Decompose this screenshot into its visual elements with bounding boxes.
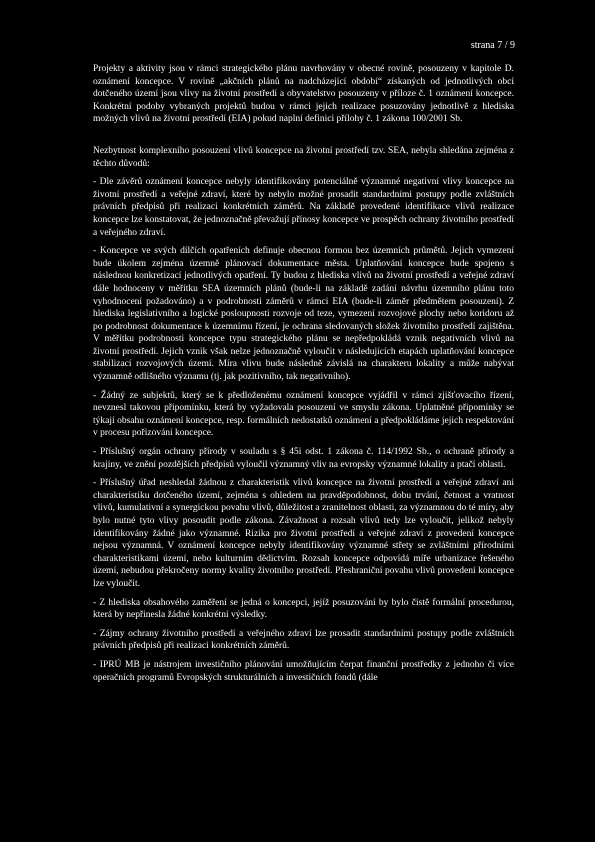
reasons-lead-paragraph: Nezbytnost komplexního posouzení vlivů koncepce na životní prostředí tzv. SEA, nebyla shledána zejména z těchto důvodů: [93, 145, 514, 169]
reason-paragraph-4: - Příslušný orgán ochrany přírody v souladu s § 45i odst. 1 zákona č. 114/1992 Sb., o ochraně přírody a krajiny, ve znění pozdějších předpisů vyloučil významný vliv na evropsky významné lokality a ptačí oblasti. [93, 447, 514, 470]
reason-paragraph-3: - Žádný ze subjektů, který se k předloženému oznámení koncepce vyjádřil v rámci zjišťovacího řízení, nevznesl takovou připomínku, která by vyžadovala posouzení ve smyslu zákona. Uplatněné připomínky se týkají obsahu oznámení koncepce, resp. formálních nedostatků oznámení a předpokládáme jejich respektování v procesu pořizování koncepce. [93, 390, 514, 439]
page-number: strana 7 / 9 [470, 40, 515, 51]
reason-paragraph-8: - IPRÚ MB je nástrojem investičního plánování umožňujícím čerpat finanční prostředky z jednoho či více operačních programů Evropských strukturálních a investičních fondů (dále [93, 659, 514, 683]
reason-paragraph-6: - Z hlediska obsahového zaměření se jedná o koncepci, jejíž posuzování by bylo čistě formální procedurou, která by nepřinesla žádné konkrétní výsledky. [93, 597, 514, 621]
intro-paragraph: Projekty a aktivity jsou v rámci strategického plánu navrhovány v obecné rovině, posouzeny v kapitole D. oznámení koncepce. V rovině „akčních plánů na nadcházející období“ získaných od jednotlivých obcí dotčeného území jsou vlivy na životní prostředí a obyvatelstvo posouzeny v příloze č. 1 oznámení koncepce. Konkrétní podoby vybraných projektů budou v rámci jejich realizace posuzovány jednotlivě z hlediska možných vlivů na životní prostředí (EIA) pokud naplní definici přílohy č. 1 zákona 100/2001 Sb. [93, 64, 514, 125]
reason-paragraph-7: - Zájmy ochrany životního prostředí a veřejného zdraví lze prosadit standardními postupy podle zvláštních právních předpisů při realizaci konkrétních záměrů. [93, 628, 514, 652]
reason-paragraph-2: - Koncepce ve svých dílčích opatřeních definuje obecnou formou bez územních průmětů. Jejich vymezení bude úkolem zejména územně plánovací dokumentace města. Uplatňování koncepce bude spojeno s následnou konkretizací jednotlivých opatření. Ty budou z hlediska vlivů na životní prostředí a veřejné zdraví dále hodnoceny v měřítku SEA územních plánů (bude-li na základě zadání návrhu územního plánu toto vyhodnocení požadováno) a v podrobnosti záměrů v rámci EIA (bude-li záměr předmětem posouzení). Z hlediska legislativního a logické posloupnosti rozvoje od teze, vymezení rozvojové plochy nebo koridoru až po podrobnost dokumentace k územnímu řízení, je ochrana sledovaných složek životního prostředí zajištěna. V měřítku podrobnosti koncepce typu strategického plánu se nepředpokládá vznik negativních vlivů na životní prostředí. Jejich vznik však nelze jednoznačně vyloučit v následujících etapách uplatňování koncepce stabilizací rozvojových území. Míra vlivu bude následně závislá na charakteru lokality a může nabývat významně odlišného významu (tj. jak pozitivního, tak negativního). [93, 246, 514, 383]
reason-paragraph-5: - Příslušný úřad neshledal žádnou z charakteristik vlivů koncepce na životní prostředí a veřejné zdraví ani charakteristiku dotčeného území, zejména s ohledem na pravděpodobnost, dobu trvání, četnost a vratnost vlivů, kumulativní a synergickou povahu vlivů, důležitost a zranitelnost oblasti, za významnou do té míry, aby bylo nutné tyto vlivy posoudit podle zákona. Závažnost a rozsah vlivů tedy lze vyloučit, jelikož nebyly identifikovány žádné jako významné. Rizika pro životní prostředí a veřejné zdraví z provedení koncepce nejsou významná. V oznámení koncepce nebyly identifikovány významné střety se zvláštními přírodními charakteristikami území, nebo kulturním dědictvím. Rozsah koncepce odpovídá míře urbanizace řešeného území, nebudou překročeny normy kvality životního prostředí. Přeshraniční povahu vlivů provedení koncepce lze vyloučit. [93, 478, 514, 589]
page-body [93, 63, 514, 690]
reason-paragraph-1: - Dle závěrů oznámení koncepce nebyly identifikovány potenciálně významné negativní vlivy koncepce na životní prostředí a veřejné zdraví, které by nebylo možné prosadit standardními postupy podle zvláštních právních předpisů při realizaci konkrétních záměrů. Na základě provedené identifikace vlivů realizace koncepce lze konstatovat, že jednoznačně převažují přínosy koncepce ve prospěch ochrany životního prostředí a veřejného zdraví. [93, 177, 514, 238]
